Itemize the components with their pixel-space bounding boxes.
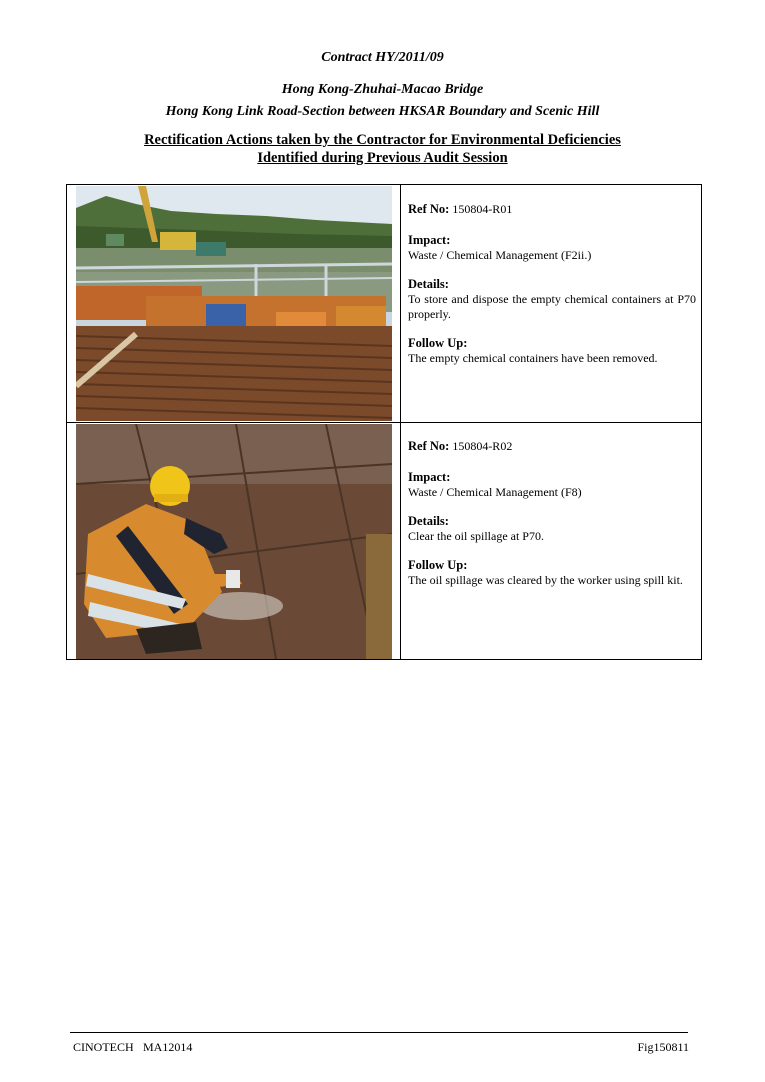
impact-label: Impact: [408, 233, 451, 247]
impact-label: Impact: [408, 470, 451, 484]
details-label: Details: [408, 277, 449, 291]
report-title-line2: Identified during Previous Audit Session [257, 150, 508, 166]
follow-up-value: The oil spillage was cleared by the worker using spill kit. [408, 573, 683, 587]
rectification-table [66, 184, 702, 660]
project-name: Hong Kong-Zhuhai-Macao Bridge [281, 82, 484, 97]
footer-rule [70, 1032, 688, 1033]
details-value: Clear the oil spillage at P70. [408, 529, 544, 543]
photo-oil-spillage-image [76, 424, 392, 659]
table-row [67, 185, 701, 423]
ref-no-value: 150804-R02 [452, 439, 513, 453]
follow-up-value: The empty chemical containers have been removed. [408, 351, 658, 365]
report-title-line1: Rectification Actions taken by the Contractor for Environmental Deficiencies [144, 132, 621, 148]
ref-no-label: Ref No: [408, 439, 450, 453]
section-name: Hong Kong Link Road-Section between HKSAR Boundary and Scenic Hill [165, 104, 600, 119]
follow-up-label: Follow Up: [408, 558, 468, 572]
details-value: To store and dispose the empty chemical containers at P70 properly. [408, 292, 696, 321]
photo-chemical-containers-image [76, 186, 392, 421]
contract-number: Contract HY/2011/09 [321, 50, 444, 65]
record-details-cell [408, 423, 696, 588]
ref-no-label: Ref No: [408, 202, 450, 216]
photo-oil-spillage [76, 424, 392, 659]
table-row [67, 423, 701, 660]
details-label: Details: [408, 514, 449, 528]
footer-reference: MA12014 [143, 1040, 193, 1054]
footer-company: CINOTECH [73, 1040, 134, 1054]
ref-no-value: 150804-R01 [452, 202, 513, 216]
impact-value: Waste / Chemical Management (F8) [408, 485, 582, 499]
footer-figure-number: Fig150811 [637, 1040, 689, 1054]
photo-chemical-containers [76, 186, 392, 421]
follow-up-label: Follow Up: [408, 336, 468, 350]
impact-value: Waste / Chemical Management (F2ii.) [408, 248, 592, 262]
record-details-cell [408, 185, 696, 366]
